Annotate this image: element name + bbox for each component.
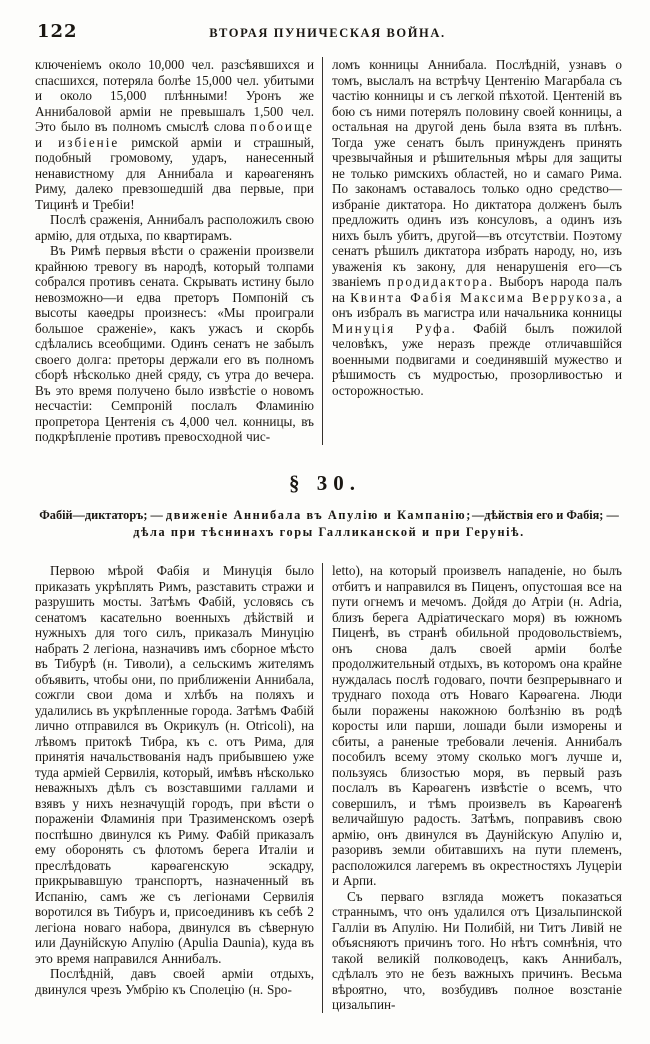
page-number: 122 xyxy=(37,21,78,42)
emphasized-text: движеніе Аннибала въ Апулію и Кампанію; xyxy=(165,508,472,522)
paragraph xyxy=(35,57,314,212)
paragraph xyxy=(35,212,314,243)
body-text: ключеніемъ около 10,000 чел. разсѣявшихся и спасшихся, потеряла болѣе 15,000 чел. убитыми и около 15,000 плѣнными! Уронъ же Аннибаловой арміи не превышалъ 1,500 чел. Это было въ полномъ смыслѣ слова xyxy=(35,57,314,134)
emphasized-text: побоище и избіеніе xyxy=(35,119,314,150)
top-right-column xyxy=(322,57,622,445)
section-subtitle xyxy=(38,507,620,540)
emphasized-text: продидактора xyxy=(387,274,489,289)
paragraph xyxy=(332,563,622,889)
body-text: Первою мѣрой Фабія и Минуція было приказать укрѣплять Римъ, разставить стражи и разрушить мосты. Затѣмъ Фабій, условясь съ сенатомъ касательно военныхъ дѣйствій и нужныхъ для того силъ, приказалъ Минуцію набрать 2 легіона, назначивъ имъ сборное мѣсто въ Тибурѣ (н. Тиволи), а сельскимъ жителямъ объявить, чтобы они, по приближеніи Аннибала, сожгли свои дома и хлѣбъ на поляхъ и удалились въ укрѣпленные города. Затѣмъ Фабій лично отправился въ Окрикулъ (н. Otricoli), на лѣвомъ притокѣ Тибра, къ с. отъ Рима, для принятія начальствованія надъ прибывшею уже туда арміей Сервилія, который, имѣвъ нѣсколько неважныхъ дѣлъ съ возставшими галлами и взявъ у нихъ незначущій городъ, при вѣсти о пораженіи Фламинія при Тразименскомъ озерѣ поспѣшно двинулся къ Риму. Фабій приказалъ ему оборонять съ флотомъ берега Италіи и преслѣдовать карѳагенскую эскадру, прикрывавшую транспортъ, назначенный въ Испанію, самъ же съ легіонами Сервилія воротился въ Тибуръ и, присоединивъ къ себѣ 2 легіона новаго набора, двинулся въ сѣверную или Даунійскую Апулію (Apulia Daunia), куда въ это время направился Аннибалъ. xyxy=(35,563,314,966)
paragraph xyxy=(35,563,314,966)
bottom-right-column xyxy=(322,563,622,1013)
top-text-block xyxy=(35,57,622,445)
body-text: Фабій—диктаторъ; — xyxy=(39,508,166,522)
body-text: Послѣ сраженія, Аннибалъ расположилъ свою армію, для отдыха, по квартирамъ. xyxy=(35,212,314,243)
body-text: Въ Римѣ первыя вѣсти о сраженіи произвели крайнюю тревогу въ народѣ, который толпами собрался противъ сената. Скрывать истину было невозможно—и едва преторъ Помпоній съ высоты каѳедры произнесъ: «Мы проиграли большое сраженіе», какъ ужасъ и скорбь сдѣлались всеобщими. Одинъ сенатъ не забылъ своего долга: преторы держали его въ полномъ сборѣ нѣсколько дней сряду, съ утра до вечера. Въ это время получено было извѣстіе о новомъ несчастіи: Семпроній послалъ Фламинію пропретора Центенія съ 4,000 чел. конницы, въ подкрѣпленіе противъ превосходной чис- xyxy=(35,243,314,444)
body-text: —дѣйствія его и Фабія; — xyxy=(471,508,619,522)
section-heading: § 30. xyxy=(289,471,361,495)
paragraph xyxy=(35,243,314,445)
body-text: ломъ конницы Аннибала. Послѣдній, узнавъ о томъ, выслалъ на встрѣчу Центенію Магарбала съ частію конницы и съ легкой пѣхотой. Центеній въ бою съ ними потерялъ половину своей конницы, а остальная на другой день была взята въ плѣнъ. Тогда уже сенатъ былъ принужденъ принять чрезвычайныя и рѣшительныя мѣры для защиты не только римскихъ областей, но и самаго Рима. По законамъ оставалось только одно средство—избраніе диктатора. Но диктатора долженъ былъ предложить одинъ изъ консуловъ, а одинъ изъ нихъ былъ убитъ, другой—въ отсутствіи. Поэтому сенатъ рѣшилъ диктатора избрать народу, но, изъ уваженія къ закону, для ненарушенія его—съ званіемъ xyxy=(332,57,622,289)
body-text: Послѣдній, давъ своей арміи отдыхъ, двинулся чрезъ Умбрію къ Сполецію (н. Spo- xyxy=(35,966,314,997)
emphasized-text: дѣла при тѣснинахъ горы Галликанской и при Геруніѣ. xyxy=(133,524,525,539)
paragraph xyxy=(35,966,314,997)
body-text: римской арміи и страшный, подобный громовому, ударъ, нанесенный ненавистному для Аннибала и карѳагенянъ Риму, далеко превзошедшій два первые, при Тицинѣ и Требіи! xyxy=(35,134,314,212)
bottom-left-column xyxy=(35,563,322,1013)
bottom-text-block xyxy=(35,563,622,1013)
body-text: . Выборъ народа палъ на xyxy=(332,274,622,305)
page-header xyxy=(35,21,620,46)
emphasized-text: Минуція Руфа xyxy=(332,320,452,336)
emphasized-text: Квинта Фабія Максима Веррукоза xyxy=(350,289,608,305)
paragraph xyxy=(38,507,620,540)
paragraph xyxy=(332,889,622,1013)
body-text: , а онъ избралъ въ магистра или начальника конницы xyxy=(332,289,623,320)
paragraph xyxy=(332,57,622,398)
body-text: letto), на который произвелъ нападеніе, но былъ отбитъ и направился въ Пиценъ, опустошая все на пути огнемъ и мечомъ. Дойдя до Атріи (н. Adria, близъ берега Адріатическаго моря) въ южномъ Пиценѣ, въ странѣ обильной продовольствіемъ, онъ снова далъ своей арміи болѣе продолжительный отдыхъ, въ которомъ она крайне нуждалась послѣ годоваго, почти безпрерывнаго и труднаго похода отъ Новаго Карѳагена. Люди были поражены накожною болѣзнію въ родѣ коросты или парши, лошади были изморены и сбиты, а раненые требовали леченія. Аннибалъ пособилъ всему этому сколько могъ лучше и, пользуясь близостью моря, въ первый разъ послалъ въ Карѳагенъ извѣстіе о всемъ, что совершилъ, и тѣмъ произвелъ въ Карѳагенѣ величайшую радость. Затѣмъ, поправивъ свою армію, онъ двинулся въ Даунійскую Апулію и, разоривъ земли обитавшихъ на пути племенъ, расположился лагеремъ въ окрестностяхъ Луцеріи и Арпи. xyxy=(332,563,622,888)
running-title: ВТОРАЯ ПУНИЧЕСКАЯ ВОЙНА. xyxy=(209,26,446,40)
top-left-column xyxy=(35,57,322,445)
body-text: . Фабій былъ пожилой человѣкъ, уже неразъ прежде отличавшійся военными подвигами и соединявшій мужество и рѣшимость съ мудростью, прозорливостью и осторожностью. xyxy=(332,320,623,398)
body-text: Съ перваго взгляда можетъ показаться страннымъ, что онъ удалился отъ Цизальпинской Галліи въ Апулію. Ни Полибій, ни Титъ Ливій не объясняютъ причинъ того. Но нѣтъ сомнѣнія, что такой великій полководецъ, какъ Аннибалъ, сдѣлалъ это не безъ важныхъ причинъ. Весьма вѣроятно, что, возбудивъ полное возстаніе цизальпин- xyxy=(332,888,622,1012)
